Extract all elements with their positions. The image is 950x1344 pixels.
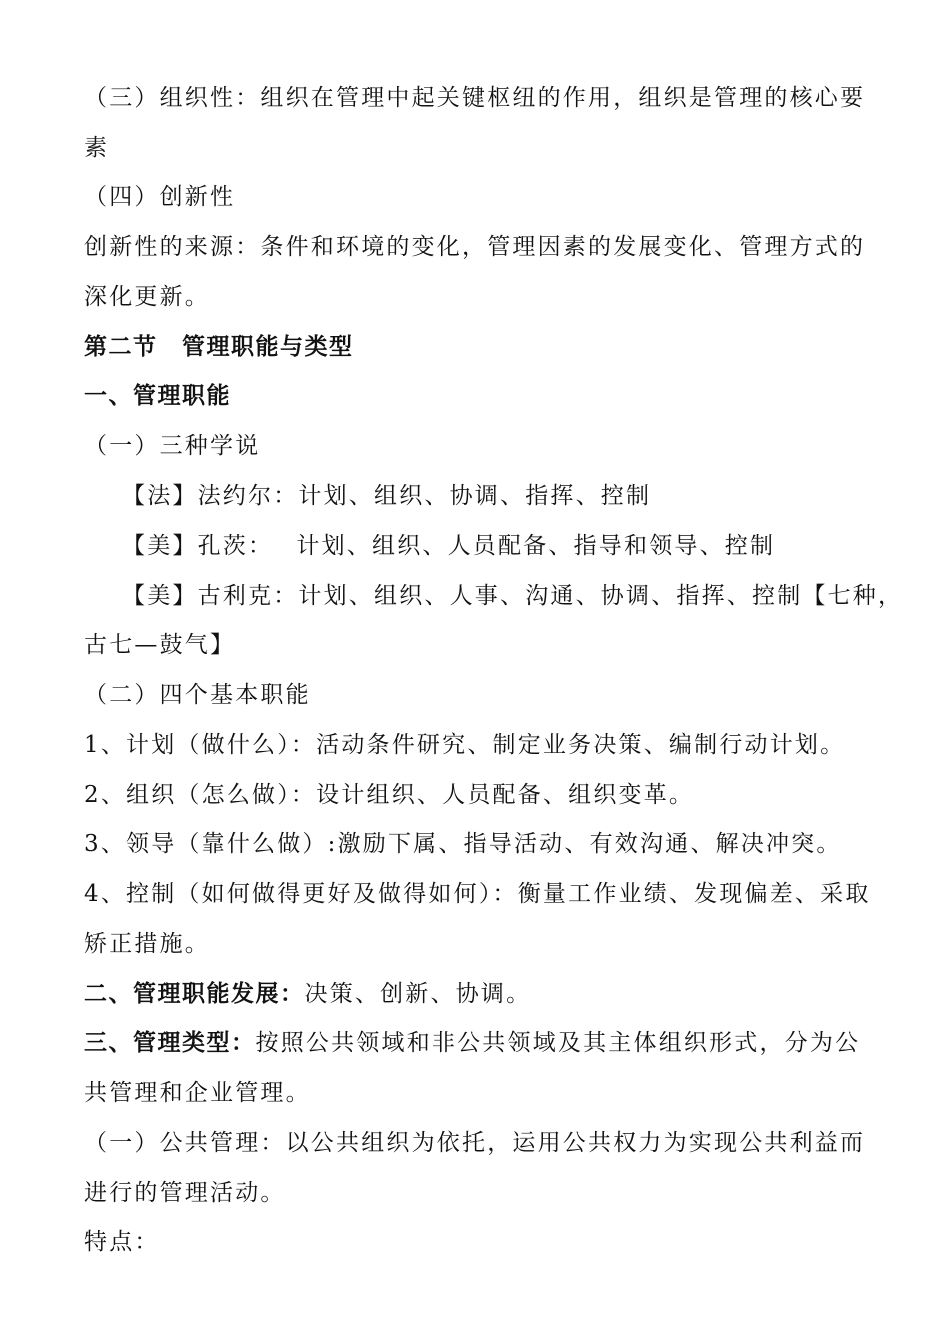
theory-gulick: 【美】古利克：计划、组织、人事、沟通、协调、指挥、控制【七种， <box>122 583 904 609</box>
text-line <box>84 1028 860 1058</box>
bold-lead: 三、管理类型： <box>84 1030 256 1056</box>
text-line <box>84 979 531 1009</box>
line-rest: 按照公共领域和非公共领域及其主体组织形式，分为公 <box>255 1030 861 1056</box>
text-line: 古七—鼓气】 <box>84 632 236 658</box>
text-line: 共管理和企业管理。 <box>84 1080 311 1106</box>
text-line: 进行的管理活动。 <box>84 1180 286 1206</box>
section-heading: 第二节 管理职能与类型 <box>84 334 354 360</box>
text-line: （一）三种学说 <box>84 433 261 459</box>
text-line: （一）公共管理：以公共组织为依托，运用公共权力为实现公共利益而 <box>84 1130 866 1156</box>
text-line: （四）创新性 <box>84 184 236 210</box>
text-line: （二）四个基本职能 <box>84 682 311 708</box>
function-controlling: 4、控制（如何做得更好及做得如何）：衡量工作业绩、发现偏差、采取 <box>84 881 871 907</box>
bold-lead: 二、管理职能发展： <box>84 981 305 1007</box>
function-organizing: 2、组织（怎么做）：设计组织、人员配备、组织变革。 <box>84 782 695 808</box>
text-line: （三）组织性：组织在管理中起关键枢纽的作用，组织是管理的核心要 <box>84 85 866 111</box>
text-line: 特点： <box>84 1229 160 1255</box>
theory-koontz: 【美】孔茨： 计划、组织、人员配备、指导和领导、控制 <box>122 533 776 559</box>
text-line: 素 <box>84 135 110 161</box>
text-line: 深化更新。 <box>84 284 210 310</box>
theory-fayol: 【法】法约尔：计划、组织、协调、指挥、控制 <box>122 483 652 509</box>
text-line: 矫正措施。 <box>84 931 210 957</box>
line-rest: 决策、创新、协调。 <box>304 981 532 1007</box>
function-planning: 1、计划（做什么）：活动条件研究、制定业务决策、编制行动计划。 <box>84 732 846 758</box>
text-line: 创新性的来源：条件和环境的变化，管理因素的发展变化、管理方式的 <box>84 234 866 260</box>
sub-heading: 一、管理职能 <box>84 383 231 409</box>
function-leading: 3、领导（靠什么做）:激励下属、指导活动、有效沟通、解决冲突。 <box>84 831 842 857</box>
